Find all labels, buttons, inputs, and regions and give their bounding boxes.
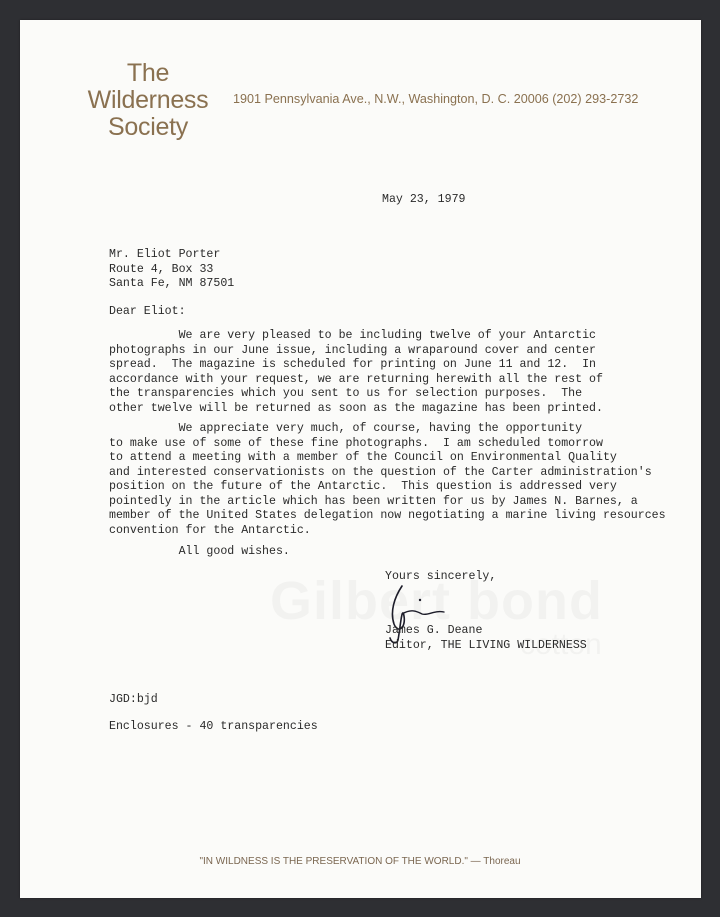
paragraph-2-line: pointedly in the article which has been written for us by James N. Barnes, a bbox=[109, 494, 638, 508]
paragraph-2-line: We appreciate very much, of course, having the opportunity bbox=[109, 422, 583, 435]
paragraph-1-line: the transparencies which you sent to us for selection purposes. The bbox=[109, 387, 583, 400]
recipient-address bbox=[109, 248, 234, 292]
paragraph-1-line: photographs in our June issue, including a wraparound cover and center bbox=[109, 343, 597, 357]
signer-block bbox=[385, 624, 587, 653]
paragraph-1-line: spread. The magazine is scheduled for printing on June 11 and 12. In bbox=[109, 358, 597, 371]
logo-line-3: Society bbox=[108, 113, 188, 141]
letterhead-address: 1901 Pennsylvania Ave., N.W., Washington, D. C. 20006 (202) 293-2732 bbox=[233, 92, 639, 106]
recipient-line-2: Route 4, Box 33 bbox=[109, 262, 214, 276]
paragraph-2-line: position on the future of the Antarctic. This question is addressed very bbox=[109, 480, 617, 493]
recipient-line-3: Santa Fe, NM 87501 bbox=[109, 277, 235, 290]
wilderness-society-logo bbox=[78, 60, 218, 141]
paragraph-2-line: to attend a meeting with a member of the Council on Environmental Quality bbox=[109, 451, 617, 464]
logo-line-2: Wilderness bbox=[87, 86, 209, 114]
logo-line-1: The bbox=[126, 59, 170, 87]
letter-date: May 23, 1979 bbox=[382, 193, 466, 206]
recipient-line-1: Mr. Eliot Porter bbox=[109, 248, 221, 261]
signer-title: Editor, THE LIVING WILDERNESS bbox=[385, 638, 587, 652]
footer-motto: "IN WILDNESS IS THE PRESERVATION OF THE WORLD." — Thoreau bbox=[199, 856, 521, 867]
paragraph-1-line: accordance with your request, we are returning herewith all the rest of bbox=[109, 372, 603, 386]
salutation: Dear Eliot: bbox=[109, 305, 186, 318]
paragraph-2-line: member of the United States delegation now negotiating a marine living resources bbox=[109, 509, 666, 522]
enclosures-note: Enclosures - 40 transparencies bbox=[109, 720, 318, 733]
complimentary-close: Yours sincerely, bbox=[385, 570, 497, 583]
paragraph-2-line: to make use of some of these fine photographs. I am scheduled tomorrow bbox=[109, 436, 603, 450]
paragraph-2-line: convention for the Antarctic. bbox=[109, 523, 311, 537]
signer-name: James G. Deane bbox=[385, 624, 483, 637]
paragraph-1 bbox=[109, 329, 603, 416]
closing-wishes: All good wishes. bbox=[109, 545, 290, 558]
paragraph-1-line: other twelve will be returned as soon as the magazine has been printed. bbox=[109, 401, 603, 415]
paragraph-2-line: and interested conservationists on the question of the Carter administration's bbox=[109, 465, 652, 479]
paragraph-2 bbox=[109, 422, 666, 538]
paragraph-1-line: We are very pleased to be including twelve of your Antarctic bbox=[109, 329, 597, 342]
reference-initials: JGD:bjd bbox=[109, 693, 158, 706]
